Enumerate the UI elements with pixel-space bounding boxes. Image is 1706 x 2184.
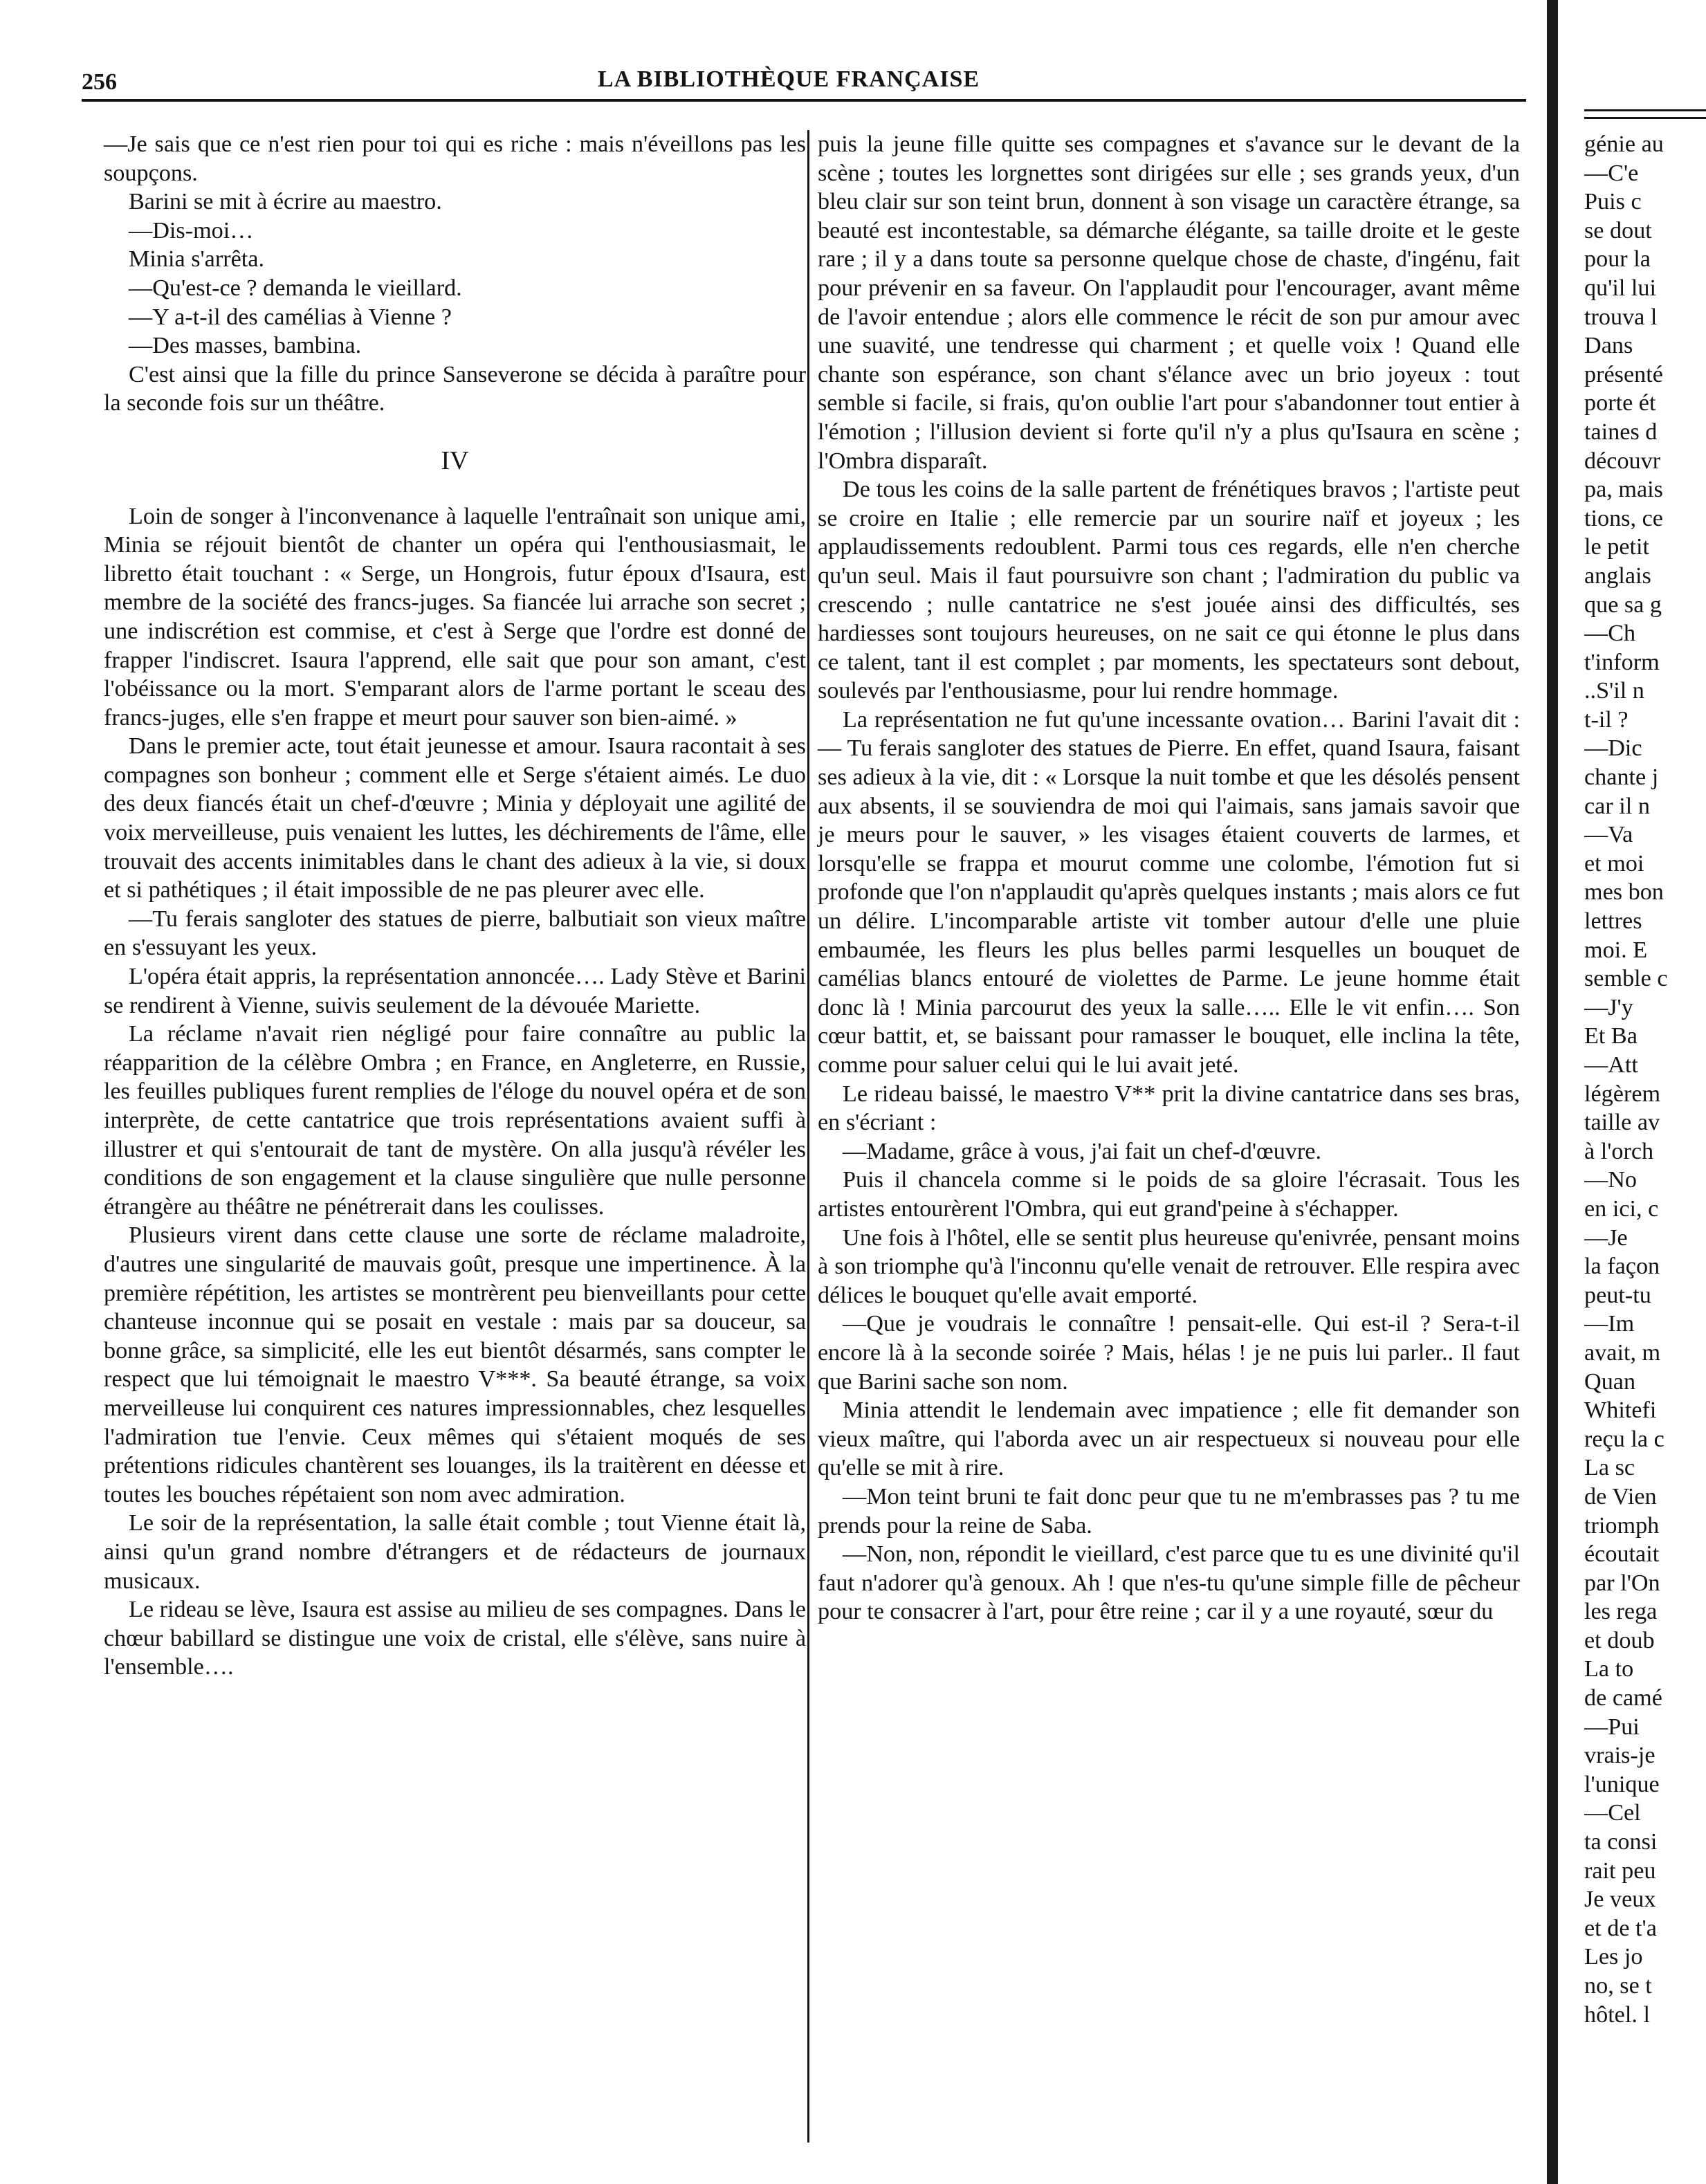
fragment-line: par l'On bbox=[1584, 1570, 1660, 1596]
fragment-line: —J'y bbox=[1584, 994, 1633, 1020]
paragraph: puis la jeune fille quitte ses compagnes et s'avance sur le devant de la scène ; toutes les lorgnettes sont dirigées sur elle ; ses grands yeux, d'un bleu clair sur son teint brun, donnent à son visage un caractère étrange, sa beauté est incontestable, sa démarche élégante, sa taille droite et le geste rare ; il y a dans toute sa personne quelque chose de chaste, d'ingénu, fait pour prévenir en sa faveur. On l'applaudit pour l'encourager, avant même de l'avoir entendue ; alors elle commence le récit de son pur amour avec une suavité, une tendresse qui charment ; et quelle voix ! Quand elle chante son espérance, son chant s'élance avec un brio joyeux : tout semble si facile, si frais, qu'on oublie l'art pour s'abandonner tout entier à l'émotion ; l'illusion devient si forte qu'il n'y a plus qu'Isaura en scène ; l'Ombra disparaît. bbox=[818, 131, 1520, 474]
paragraph: —Mon teint bruni te fait donc peur que tu ne m'embrasses pas ? tu me prends pour la reine de Saba. bbox=[818, 1483, 1520, 1539]
paragraph: La réclame n'avait rien négligé pour faire connaître au public la réapparition de la célèbre Ombra ; en France, en Angleterre, en Russie, les feuilles publiques furent remplies de l'éloge du nouvel opéra et de son interprète, de cette cantatrice que trois représentations avaient suffi à illustrer et qui s'entourait de tant de mystère. On alla jusqu'à révéler les conditions de son engagement et la clause singulière que nulle personne étrangère au théâtre ne pénétrerait dans les coulisses. bbox=[104, 1021, 806, 1220]
fragment-line: présenté bbox=[1584, 361, 1663, 387]
column-left bbox=[104, 130, 806, 1682]
fragment-line: peut-tu bbox=[1584, 1282, 1651, 1308]
column-right bbox=[818, 130, 1520, 1626]
fragment-line: légèrem bbox=[1584, 1081, 1661, 1107]
paragraph: C'est ainsi que la fille du prince Sanseverone se décida à paraître pour la seconde fois sur un théâtre. bbox=[104, 361, 806, 416]
fragment-line: génie au bbox=[1584, 131, 1664, 157]
fragment-line: reçu la c bbox=[1584, 1426, 1664, 1452]
fragment-line: que sa g bbox=[1584, 591, 1662, 618]
fragment-line: à l'orch bbox=[1584, 1138, 1654, 1164]
fragment-line: La to bbox=[1584, 1656, 1634, 1682]
paragraph: —Que je voudrais le connaître ! pensait-elle. Qui est-il ? Sera-t-il encore là à la seconde soirée ? Mais, hélas ! je ne puis lui parler.. Il faut que Barini sache son nom. bbox=[818, 1311, 1520, 1395]
fragment-line: semble c bbox=[1584, 966, 1668, 992]
fragment-line: Whitefi bbox=[1584, 1397, 1657, 1424]
fragment-line: et de t'a bbox=[1584, 1915, 1657, 1941]
fragment-line: qu'il lui bbox=[1584, 275, 1656, 301]
fragment-line: t'inform bbox=[1584, 649, 1660, 675]
paragraph: —Tu ferais sangloter des statues de pierre, balbutiait son vieux maître en s'essuyant les yeux. bbox=[104, 906, 806, 961]
fragment-line: vrais-je bbox=[1584, 1743, 1655, 1769]
paragraph: Minia s'arrêta. bbox=[129, 246, 265, 273]
fragment-line: les rega bbox=[1584, 1599, 1658, 1625]
fragment-line: tions, ce bbox=[1584, 505, 1663, 531]
fragment-line: lettres bbox=[1584, 908, 1642, 935]
fragment-line: triomph bbox=[1584, 1512, 1660, 1539]
fragment-line: —Dic bbox=[1584, 735, 1642, 762]
column-rule bbox=[807, 130, 809, 2142]
fragment-line: mes bon bbox=[1584, 879, 1664, 906]
fragment-line: l'unique bbox=[1584, 1771, 1660, 1797]
fragment-line: en ici, c bbox=[1584, 1195, 1659, 1222]
fragment-line: no, se t bbox=[1584, 1973, 1652, 1999]
paragraph: Puis il chancela comme si le poids de sa gloire l'écrasait. Tous les artistes entourèrent l'Ombra, qui eut grand'peine à s'échapper. bbox=[818, 1167, 1520, 1222]
fragment-line: et doub bbox=[1584, 1627, 1655, 1653]
fragment-line: pour la bbox=[1584, 246, 1651, 273]
fragment-line: t-il ? bbox=[1584, 706, 1629, 733]
paragraph: La représentation ne fut qu'une incessante ovation… Barini l'avait dit : — Tu ferais sangloter des statues de Pierre. En effet, quand Isaura, faisant ses adieux à la vie, dit : « Lorsque la nuit tombe et que les désolés pensent aux absents, il se souviendra de moi qui l'aimais, sans jamais savoir que je meurs pour le sauver, » les visages étaient couverts de larmes, et lorsqu'elle se frappa et mourut comme une colombe, l'émotion fut si profonde que l'on n'applaudit qu'après quelques instants ; mais alors ce fut un délire. L'incomparable artiste vit tomber autour d'elle une pluie embaumée, les fleurs les plus belles parmi lesquelles un bouquet de camélias blancs entouré de violettes de Parme. Le jeune homme était donc là ! Minia parcourut des yeux la salle….. Elle le vit enfin…. Son cœur battit, et, se baissant pour ramasser le bouquet, elle inclina la tête, comme pour saluer celui qui le lui avait jeté. bbox=[818, 706, 1520, 1078]
fragment-line: rait peu bbox=[1584, 1857, 1656, 1884]
fragment-line: la façon bbox=[1584, 1254, 1660, 1280]
paragraph: —Non, non, répondit le vieillard, c'est parce que tu es une divinité qu'il faut n'adorer qu'à genoux. Ah ! que n'es-tu qu'une simple fille de pêcheur pour te consacrer à l'art, pour être reine ; car il y a une royauté, sœur du bbox=[818, 1541, 1520, 1625]
paragraph: Le soir de la représentation, la salle était comble ; tout Vienne était là, ainsi qu'un grand nombre d'étrangers et de rédacteurs de journaux musicaux. bbox=[104, 1510, 806, 1594]
fragment-line: taines d bbox=[1584, 419, 1658, 445]
fragment-line: —Cel bbox=[1584, 1800, 1641, 1826]
paragraph: —Y a-t-il des camélias à Vienne ? bbox=[129, 304, 452, 330]
paragraph: L'opéra était appris, la représentation annoncée…. Lady Stève et Barini se rendirent à Vienne, suivis seulement de la dévouée Mariette. bbox=[104, 964, 806, 1018]
paragraph: —Madame, grâce à vous, j'ai fait un chef-d'œuvre. bbox=[843, 1138, 1321, 1164]
fragment-line: de Vien bbox=[1584, 1483, 1657, 1509]
paragraph: —Dis-moi… bbox=[129, 217, 254, 244]
fragment-line: de camé bbox=[1584, 1685, 1662, 1712]
fragment-line: Puis c bbox=[1584, 189, 1642, 215]
fragment-line: Les jo bbox=[1584, 1944, 1643, 1970]
paragraph: Le rideau baissé, le maestro V** prit la divine cantatrice dans ses bras, en s'écriant : bbox=[818, 1081, 1520, 1136]
paragraph: De tous les coins de la salle partent de frénétiques bravos ; l'artiste peut se croire en Italie ; elle remercie par un sourire naïf et joyeux ; les applaudissements redoublent. Parmi tous ces regards, elle n'en cherche qu'un seul. Mais il faut poursuivre son chant ; l'admiration du public va crescendo ; nulle cantatrice ne s'est jouée ainsi des difficultés, ses hardiesses sont toujours heureuses, on ne sait ce qui étonne le plus dans ce talent, tant il est complet ; par moments, les spectateurs sont debout, soulevés par l'enthousiasme, pour lui rendre hommage. bbox=[818, 477, 1520, 704]
fragment-line: avait, m bbox=[1584, 1339, 1661, 1366]
fragment-line: porte ét bbox=[1584, 390, 1656, 416]
fragment-line: ..S'il n bbox=[1584, 678, 1644, 704]
fragment-line: et moi bbox=[1584, 850, 1644, 877]
fragment-line: La sc bbox=[1584, 1455, 1635, 1481]
fragment-line: —C'e bbox=[1584, 160, 1639, 186]
fragment-line: ta consi bbox=[1584, 1829, 1658, 1855]
fragment-line: anglais bbox=[1584, 562, 1651, 589]
fragment-line: Je veux bbox=[1584, 1887, 1656, 1913]
paragraph: Le rideau se lève, Isaura est assise au milieu de ses compagnes. Dans le chœur babillard se distingue une voix de cristal, elle s'élève, sans nuire à l'ensemble…. bbox=[104, 1597, 806, 1680]
fragment-line: —Att bbox=[1584, 1052, 1638, 1078]
paragraph: —Des masses, bambina. bbox=[129, 333, 362, 359]
fragment-line: moi. E bbox=[1584, 937, 1648, 963]
paragraph: Une fois à l'hôtel, elle se sentit plus heureuse qu'enivrée, pensant moins à son triomphe qu'à l'inconnu qu'elle venait de retrouver. Elle respira avec délices le bouquet qu'elle avait emporté. bbox=[818, 1224, 1520, 1308]
fragment-line: découvr bbox=[1584, 448, 1661, 474]
fragment-line: Dans bbox=[1584, 333, 1633, 359]
fragment-line: —No bbox=[1584, 1167, 1637, 1193]
chapter-heading: IV bbox=[441, 446, 469, 475]
page-gutter-shadow bbox=[1547, 0, 1558, 2184]
fragment-line: —Va bbox=[1584, 822, 1633, 848]
fragment-line: chante j bbox=[1584, 764, 1659, 791]
header-rule bbox=[82, 99, 1526, 102]
fragment-line: —Im bbox=[1584, 1311, 1635, 1337]
fragment-line: —Ch bbox=[1584, 621, 1636, 647]
fragment-line: —Pui bbox=[1584, 1714, 1640, 1740]
next-page-fragment bbox=[1584, 130, 1706, 2029]
paragraph: Dans le premier acte, tout était jeunesse et amour. Isaura racontait à ses compagnes son bonheur ; comment elle et Serge s'étaient aimés. Le duo des deux fiancés était un chef-d'œuvre ; Minia y déployait une agilité de voix merveilleuse, puis venaient les luttes, les déchirements de l'âme, elle trouvait des accents inimitables dans le chant des adieux à la vie, si doux et si pathétiques ; il était impossible de ne pas pleurer avec elle. bbox=[104, 733, 806, 903]
paragraph: —Qu'est-ce ? demanda le vieillard. bbox=[129, 275, 462, 301]
fragment-line: Et Ba bbox=[1584, 1023, 1638, 1049]
next-page-rules bbox=[1584, 104, 1706, 119]
paragraph: —Je sais que ce n'est rien pour toi qui es riche : mais n'éveillons pas les soupçons. bbox=[104, 131, 806, 186]
paragraph: Loin de songer à l'inconvenance à laquelle l'entraînait son unique ami, Minia se réjouit bientôt de chanter un opéra qui l'enthousiasmait, le libretto était touchant : « Serge, un Hongrois, futur époux d'Isaura, est membre de la société des francs-juges. Sa fiancée lui arrache son secret ; une indiscrétion est commise, et c'est à Serge que l'ordre est donné de frapper l'indiscret. Isaura l'apprend, elle sait que pour son amant, c'est l'obéissance ou la mort. S'emparant alors de l'arme portant le sceau des francs-juges, elle s'en frappe et meurt pour sauver son bien-aimé. » bbox=[104, 503, 806, 731]
fragment-line: trouva l bbox=[1584, 304, 1658, 330]
page-number: 256 bbox=[82, 69, 117, 95]
fragment-line: taille av bbox=[1584, 1110, 1660, 1136]
fragment-line: Quan bbox=[1584, 1368, 1636, 1395]
fragment-line: le petit bbox=[1584, 534, 1649, 560]
fragment-line: car il n bbox=[1584, 793, 1650, 819]
fragment-line: pa, mais bbox=[1584, 477, 1663, 503]
fragment-line: —Je bbox=[1584, 1224, 1628, 1251]
fragment-line: se dout bbox=[1584, 217, 1652, 244]
paragraph: Barini se mit à écrire au maestro. bbox=[129, 189, 442, 215]
fragment-line: hôtel. l bbox=[1584, 2001, 1650, 2028]
running-title: LA BIBLIOTHÈQUE FRANÇAISE bbox=[597, 66, 980, 92]
paragraph: Minia attendit le lendemain avec impatience ; elle fit demander son vieux maître, qui l'aborda avec un air respectueux si nouveau pour elle qu'elle se mit à rire. bbox=[818, 1397, 1520, 1481]
paragraph: Plusieurs virent dans cette clause une sorte de réclame maladroite, d'autres une singularité de mauvais goût, presque une impertinence. À la première répétition, les artistes se montrèrent peu bienveillants pour cette chanteuse inconnue qui se posait en vestale : mais par sa douceur, sa bonne grâce, sa simplicité, elle les eut bientôt désarmés, sans compter le respect que lui témoignait le maestro V***. Sa beauté étrange, sa voix merveilleuse lui conquirent ces natures impressionnables, chez lesquelles l'admiration tue l'envie. Ceux mêmes qui s'étaient moqués de ses prétentions ridicules chantèrent ses louanges, ils la traitèrent en déesse et toutes les bouches répétaient son nom avec admiration. bbox=[104, 1222, 806, 1507]
fragment-line: écoutait bbox=[1584, 1541, 1660, 1568]
